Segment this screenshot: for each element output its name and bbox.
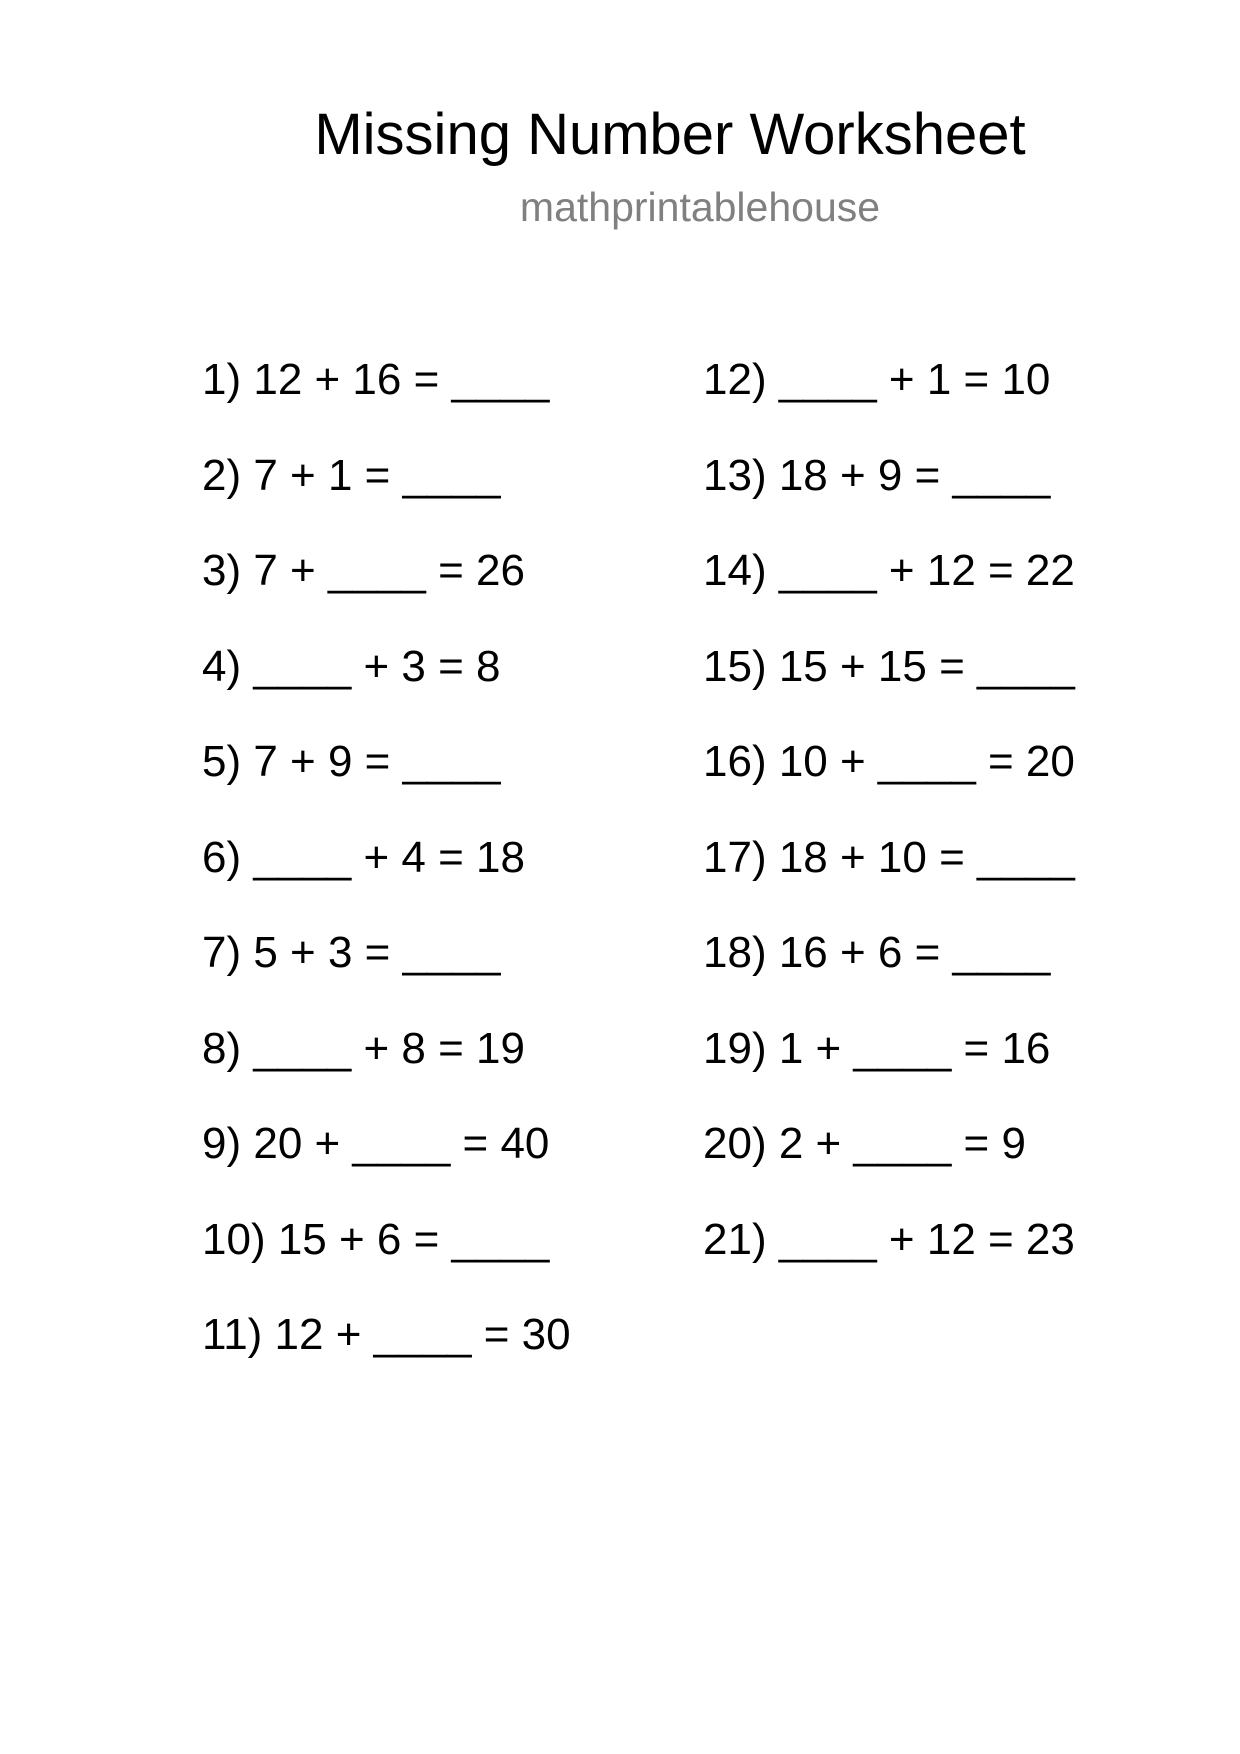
problem: 13) 18 + 9 = ____ bbox=[703, 450, 1051, 500]
worksheet-title: Missing Number Worksheet bbox=[314, 102, 1026, 167]
problem: 3) 7 + ____ = 26 bbox=[202, 546, 525, 595]
problem: 8) ____ + 8 = 19 bbox=[202, 1023, 525, 1073]
problems-right-column bbox=[703, 350, 1075, 1305]
worksheet-subtitle: mathprintablehouse bbox=[519, 184, 881, 230]
problem: 16) 10 + ____ = 20 bbox=[703, 737, 1075, 786]
problem: 1) 12 + 16 = ____ bbox=[202, 355, 550, 404]
problem: 19) 1 + ____ = 16 bbox=[703, 1023, 1051, 1073]
problem: 18) 16 + 6 = ____ bbox=[703, 928, 1051, 977]
problem: 14) ____ + 12 = 22 bbox=[703, 546, 1075, 595]
problem: 20) 2 + ____ = 9 bbox=[703, 1119, 1026, 1168]
problem: 9) 20 + ____ = 40 bbox=[202, 1119, 550, 1168]
problem: 4) ____ + 3 = 8 bbox=[202, 641, 501, 691]
problem: 2) 7 + 1 = ____ bbox=[202, 450, 501, 500]
problem: 6) ____ + 4 = 18 bbox=[202, 832, 525, 882]
problem: 17) 18 + 10 = ____ bbox=[703, 832, 1075, 882]
problem: 12) ____ + 1 = 10 bbox=[703, 355, 1051, 404]
problem: 5) 7 + 9 = ____ bbox=[202, 737, 501, 786]
problem: 7) 5 + 3 = ____ bbox=[202, 928, 501, 977]
problem: 10) 15 + 6 = ____ bbox=[202, 1214, 550, 1264]
problem: 11) 12 + ____ = 30 bbox=[202, 1310, 571, 1359]
problem: 21) ____ + 12 = 23 bbox=[703, 1214, 1075, 1264]
problem: 15) 15 + 15 = ____ bbox=[703, 641, 1075, 691]
problems-left-column bbox=[202, 350, 571, 1401]
